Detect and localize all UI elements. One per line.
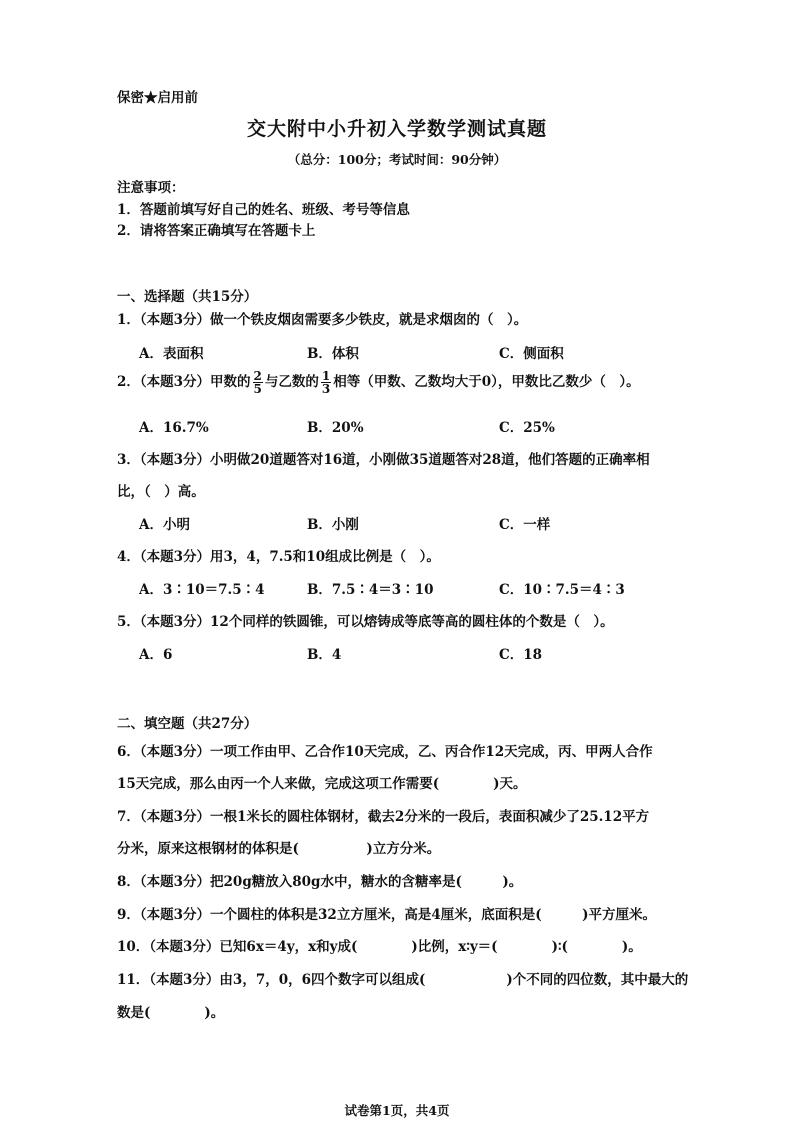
question-10: 10．（本题3分）已知6x＝4y，x和y成( )比例，x∶y＝( )∶( )。	[117, 939, 642, 955]
exam-subtitle: （总分：100分；考试时间：90分钟）	[287, 152, 507, 167]
q5-option-b: B．4	[307, 647, 342, 663]
q2-fraction-2-denominator: 3	[321, 382, 331, 396]
question-9: 9．（本题3分）一个圆柱的体积是32立方厘米，高是4厘米，底面积是( )平方厘米。	[117, 907, 656, 923]
section-2-heading: 二、填空题（共27分）	[117, 716, 258, 732]
q3-option-a: A．小明	[139, 517, 190, 533]
q1-option-a: A．表面积	[139, 346, 204, 362]
q3-option-b: B．小刚	[307, 517, 359, 533]
q2-fraction-1-numerator: 2	[253, 369, 262, 383]
question-4: 4．（本题3分）用3，4，7.5和10组成比例是（ ）。	[117, 549, 440, 565]
q2-fraction-2-numerator: 1	[321, 369, 331, 383]
notice-item-2: 2．请将答案正确填写在答题卡上	[117, 223, 316, 239]
q4-option-c: C．10∶7.5＝4∶3	[499, 582, 625, 598]
q5-option-a: A．6	[139, 647, 173, 663]
q2-option-c: C．25%	[499, 420, 555, 436]
question-7-line-1: 7．（本题3分）一根1米长的圆柱体钢材，截去2分米的一段后，表面积减少了25.12平方	[117, 809, 650, 825]
notice-item-1: 1．答题前填写好自己的姓名、班级、考号等信息	[117, 202, 410, 218]
question-5: 5．（本题3分）12个同样的铁圆锥，可以熔铸成等底等高的圆柱体的个数是（ ）。	[117, 614, 614, 630]
exam-title: 交大附中小升初入学数学测试真题	[246, 118, 547, 140]
question-8: 8．（本题3分）把20g糖放入80g水中，糖水的含糖率是( )。	[117, 874, 523, 890]
q2-option-a: A．16.7%	[139, 420, 209, 436]
question-6-line-2: 15天完成，那么由丙一个人来做，完成这项工作需要( )天。	[117, 776, 527, 792]
question-11-line-2: 数是( )。	[117, 1005, 225, 1021]
q5-option-c: C．18	[499, 647, 543, 663]
q2-option-b: B．20%	[307, 420, 364, 436]
question-2	[117, 370, 640, 395]
question-1: 1．（本题3分）做一个铁皮烟囱需要多少铁皮，就是求烟囱的（ ）。	[117, 312, 528, 328]
section-1-heading: 一、选择题（共15分）	[117, 289, 258, 305]
q1-option-b: B．体积	[307, 346, 359, 362]
question-3-line-2: 比，（ ）高。	[117, 484, 205, 500]
question-11-line-1: 11．（本题3分）由3，7，0，6四个数字可以组成( )个不同的四位数，其中最大的	[117, 972, 689, 988]
q2-fraction-1	[253, 370, 263, 395]
question-7-line-2: 分米，原来这根钢材的体积是( )立方分米。	[117, 841, 441, 857]
q4-option-a: A．3∶10＝7.5∶4	[139, 582, 265, 598]
q3-option-c: C．一样	[499, 517, 551, 533]
q4-option-b: B．7.5∶4＝3∶10	[307, 582, 434, 598]
confidential-label: 保密★启用前	[117, 90, 198, 106]
question-3-line-1: 3．（本题3分）小明做20道题答对16道，小刚做35道题答对28道，他们答题的正确率相	[117, 452, 650, 468]
q2-part-2: 与乙数的	[264, 374, 319, 390]
question-6-line-1: 6．（本题3分）一项工作由甲、乙合作10天完成，乙、丙合作12天完成，丙、甲两人合作	[117, 744, 653, 760]
q2-fraction-1-denominator: 5	[253, 382, 262, 396]
q2-part-1: 2．（本题3分）甲数的	[117, 374, 251, 390]
q1-option-c: C．侧面积	[499, 346, 564, 362]
q2-fraction-2	[321, 370, 331, 395]
q2-part-3: 相等（甲数、乙数均大于0），甲数比乙数少（ ）。	[333, 374, 640, 390]
page-footer: 试卷第1页，共4页	[344, 1103, 450, 1118]
notice-heading: 注意事项：	[117, 180, 185, 196]
